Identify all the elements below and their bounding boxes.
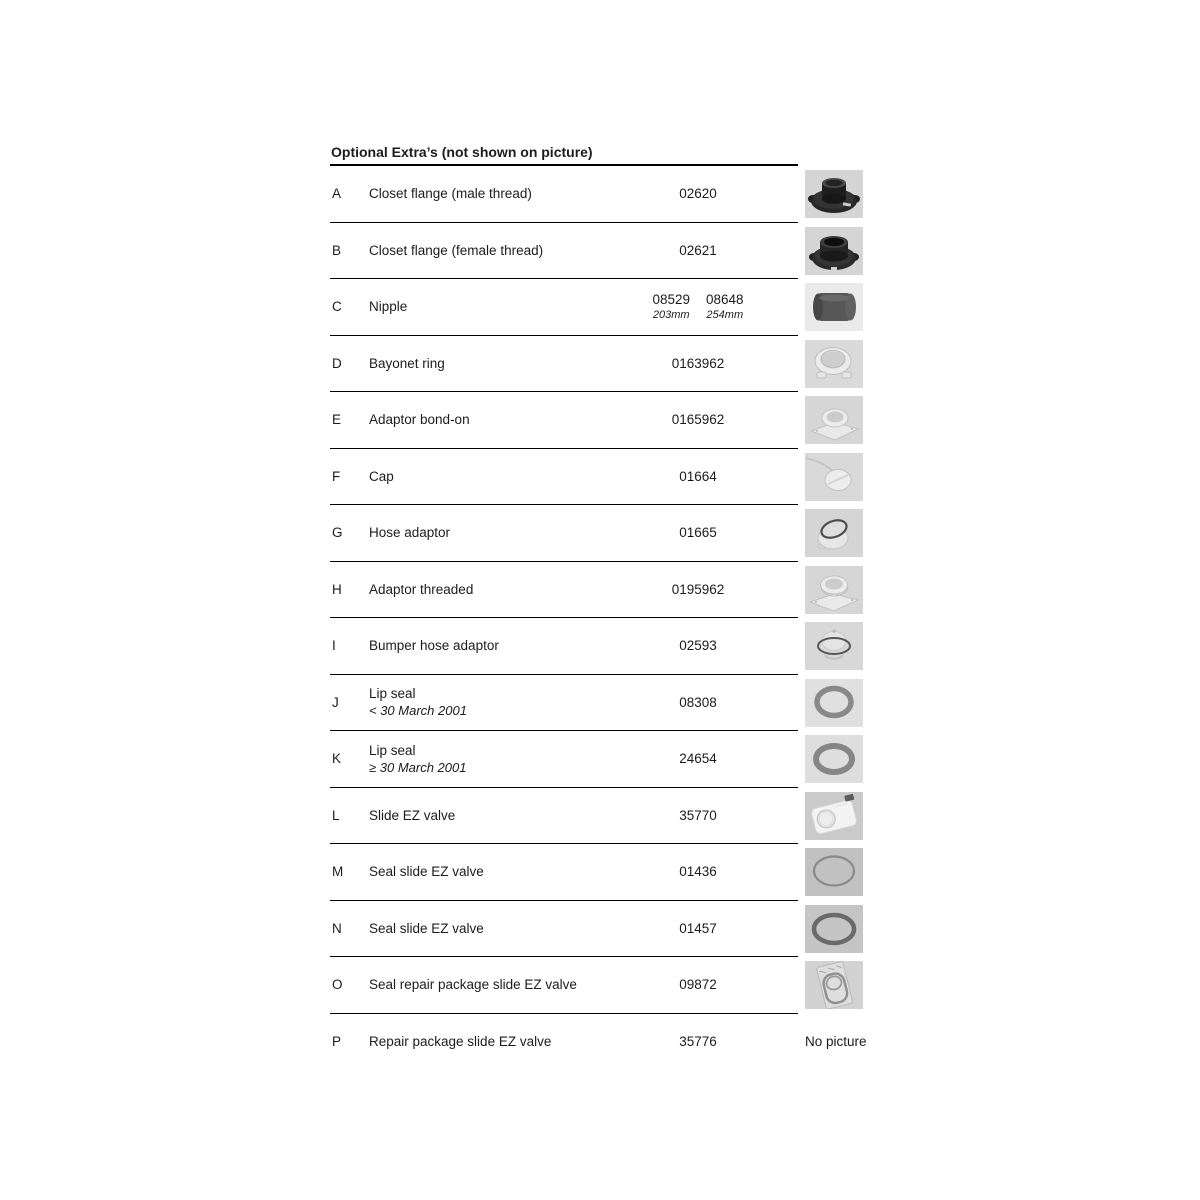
row-ruled-area — [330, 731, 798, 788]
row-part-numbers — [598, 166, 798, 222]
row-description-text: Closet flange (female thread) — [369, 242, 544, 258]
row-ruled-area — [330, 1014, 798, 1071]
row-ruled-area — [330, 562, 798, 619]
row-description — [369, 223, 598, 279]
row-ruled-area — [330, 279, 798, 336]
part-number: 02620 — [679, 186, 717, 202]
part-number-block — [679, 977, 717, 992]
row-description — [369, 279, 598, 335]
lip-seal-ring-icon — [805, 679, 863, 727]
row-ruled-area — [330, 392, 798, 449]
part-number-block — [679, 751, 717, 766]
row-ruled-area — [330, 223, 798, 280]
row-part-numbers — [598, 731, 798, 787]
row-part-numbers — [598, 844, 798, 900]
row-letter: P — [332, 1034, 342, 1050]
row-part-numbers — [598, 223, 798, 279]
row-description-text: Slide EZ valve — [369, 807, 456, 823]
row-description-text: Adaptor threaded — [369, 581, 474, 597]
seal-ring-thin-icon — [805, 848, 863, 896]
seal-repair-package-icon — [805, 961, 863, 1009]
seal-ring-thick-icon — [805, 905, 863, 953]
row-description — [369, 562, 598, 618]
part-number: 08529 — [652, 292, 690, 308]
row-description — [369, 505, 598, 561]
row-part-numbers — [598, 788, 798, 844]
table-rows — [330, 166, 875, 1070]
part-number-block — [679, 1034, 717, 1049]
row-letter: D — [332, 355, 342, 371]
row-part-numbers — [598, 505, 798, 561]
table-row — [330, 788, 875, 845]
row-description — [369, 449, 598, 505]
table-row — [330, 562, 875, 619]
part-number-block — [679, 695, 717, 710]
row-letter: G — [332, 525, 343, 541]
table-row — [330, 844, 875, 901]
closet-flange-female-icon — [805, 227, 863, 275]
row-letter: L — [332, 807, 340, 823]
part-size: 203mm — [652, 309, 690, 322]
row-description-text: Adaptor bond-on — [369, 412, 470, 428]
nipple-cylinder-icon — [805, 283, 863, 331]
row-description — [369, 618, 598, 674]
row-description-text: Seal slide EZ valve — [369, 864, 484, 880]
row-ruled-area — [330, 844, 798, 901]
row-description — [369, 731, 598, 787]
table-row — [330, 957, 875, 1014]
row-description — [369, 166, 598, 222]
bayonet-ring-icon — [805, 340, 863, 388]
part-number: 02621 — [679, 242, 717, 258]
row-description — [369, 336, 598, 392]
part-number-block — [672, 412, 725, 427]
part-number-block — [652, 292, 690, 321]
row-description-text: Lip seal — [369, 686, 416, 702]
row-letter: H — [332, 581, 342, 597]
row-description-text: Closet flange (male thread) — [369, 186, 532, 202]
part-number: 01665 — [679, 525, 717, 541]
row-ruled-area — [330, 901, 798, 958]
row-ruled-area — [330, 505, 798, 562]
part-number-block — [679, 638, 717, 653]
no-picture-label: No picture — [805, 1034, 867, 1050]
part-number: 35770 — [679, 807, 717, 823]
table-row — [330, 166, 875, 223]
part-number: 01457 — [679, 920, 717, 936]
part-number-block — [679, 808, 717, 823]
table-row — [330, 901, 875, 958]
row-description — [369, 392, 598, 448]
row-description-note: ≥ 30 March 2001 — [369, 759, 467, 775]
bayonet-ring-image — [805, 336, 875, 393]
part-number: 08648 — [706, 292, 744, 308]
row-part-numbers — [598, 392, 798, 448]
lip-seal-ring-late-icon — [805, 735, 863, 783]
table-row — [330, 1014, 875, 1071]
parts-table — [330, 143, 875, 1070]
table-row — [330, 392, 875, 449]
row-description — [369, 957, 598, 1013]
row-letter: C — [332, 299, 342, 315]
row-letter: J — [332, 694, 339, 710]
lip-seal-ring-late-image — [805, 731, 875, 788]
seal-ring-thick-image — [805, 901, 875, 958]
seal-repair-package-image — [805, 957, 875, 1014]
row-letter: E — [332, 412, 342, 428]
cap-with-cord-icon — [805, 453, 863, 501]
table-row — [330, 618, 875, 675]
row-part-numbers — [598, 336, 798, 392]
row-ruled-area — [330, 336, 798, 393]
row-description-text: Lip seal — [369, 742, 416, 758]
part-number: 01664 — [679, 468, 717, 484]
row-description-text: Bumper hose adaptor — [369, 638, 499, 654]
row-part-numbers — [598, 675, 798, 731]
part-number-block — [679, 469, 717, 484]
part-number: 02593 — [679, 638, 717, 654]
table-row — [330, 279, 875, 336]
table-row — [330, 336, 875, 393]
table-row — [330, 449, 875, 506]
part-number: 0165962 — [671, 412, 725, 428]
row-description-text: Bayonet ring — [369, 355, 445, 371]
row-description-text: Nipple — [369, 299, 408, 315]
part-number-block — [679, 864, 717, 879]
part-number-block — [672, 356, 725, 371]
row-description-note: < 30 March 2001 — [369, 703, 467, 719]
row-letter: K — [332, 751, 342, 767]
row-description-text: Seal slide EZ valve — [369, 920, 484, 936]
part-number: 09872 — [679, 977, 717, 993]
row-ruled-area — [330, 957, 798, 1014]
closet-flange-female-image — [805, 223, 875, 280]
nipple-cylinder-image — [805, 279, 875, 336]
adaptor-threaded-image — [805, 562, 875, 619]
hose-adaptor-image — [805, 505, 875, 562]
row-letter: F — [332, 468, 341, 484]
part-number-block — [679, 921, 717, 936]
table-row — [330, 505, 875, 562]
row-letter: M — [332, 864, 344, 880]
row-ruled-area — [330, 449, 798, 506]
slide-valve-icon — [805, 792, 863, 840]
row-letter: N — [332, 920, 342, 936]
part-number-block — [679, 243, 717, 258]
row-description — [369, 844, 598, 900]
row-description-text: Repair package slide EZ valve — [369, 1034, 552, 1050]
row-part-numbers — [598, 901, 798, 957]
cap-with-cord-image — [805, 449, 875, 506]
lip-seal-ring-image — [805, 675, 875, 732]
part-number: 01436 — [679, 864, 717, 880]
row-description-text: Seal repair package slide EZ valve — [369, 977, 577, 993]
bumper-hose-adaptor-icon — [805, 622, 863, 670]
row-description — [369, 901, 598, 957]
row-part-numbers — [598, 562, 798, 618]
row-letter: I — [332, 638, 336, 654]
row-description-text: Cap — [369, 468, 394, 484]
table-row — [330, 223, 875, 280]
part-number-block — [706, 292, 744, 321]
row-part-numbers — [598, 957, 798, 1013]
table-row — [330, 731, 875, 788]
seal-ring-thin-image — [805, 844, 875, 901]
row-description — [369, 1014, 598, 1071]
row-ruled-area — [330, 788, 798, 845]
row-part-numbers — [598, 1014, 798, 1071]
row-description-text: Hose adaptor — [369, 525, 451, 541]
part-number-block — [679, 186, 717, 201]
part-number-block — [672, 582, 725, 597]
row-description — [369, 675, 598, 731]
row-ruled-area — [330, 675, 798, 732]
row-part-numbers — [598, 618, 798, 674]
no-picture-image — [805, 1014, 875, 1071]
row-ruled-area — [330, 166, 798, 223]
row-letter: A — [332, 186, 342, 202]
part-number: 0195962 — [671, 581, 725, 597]
part-size: 254mm — [706, 309, 744, 322]
part-number: 0163962 — [671, 355, 725, 371]
row-letter: B — [332, 242, 342, 258]
part-number: 08308 — [679, 694, 717, 710]
slide-valve-image — [805, 788, 875, 845]
row-description — [369, 788, 598, 844]
page-title: Optional Extra’s (not shown on picture) — [330, 143, 798, 166]
row-letter: O — [332, 977, 343, 993]
closet-flange-male-icon — [805, 170, 863, 218]
hose-adaptor-icon — [805, 509, 863, 557]
table-row — [330, 675, 875, 732]
bumper-hose-adaptor-image — [805, 618, 875, 675]
part-number: 35776 — [679, 1034, 717, 1050]
adaptor-threaded-icon — [805, 566, 863, 614]
part-number: 24654 — [679, 751, 717, 767]
part-number-block — [679, 525, 717, 540]
row-part-numbers — [598, 449, 798, 505]
adaptor-bond-on-image — [805, 392, 875, 449]
row-ruled-area — [330, 618, 798, 675]
adaptor-bond-on-icon — [805, 396, 863, 444]
row-part-numbers — [598, 279, 798, 335]
closet-flange-male-image — [805, 166, 875, 223]
